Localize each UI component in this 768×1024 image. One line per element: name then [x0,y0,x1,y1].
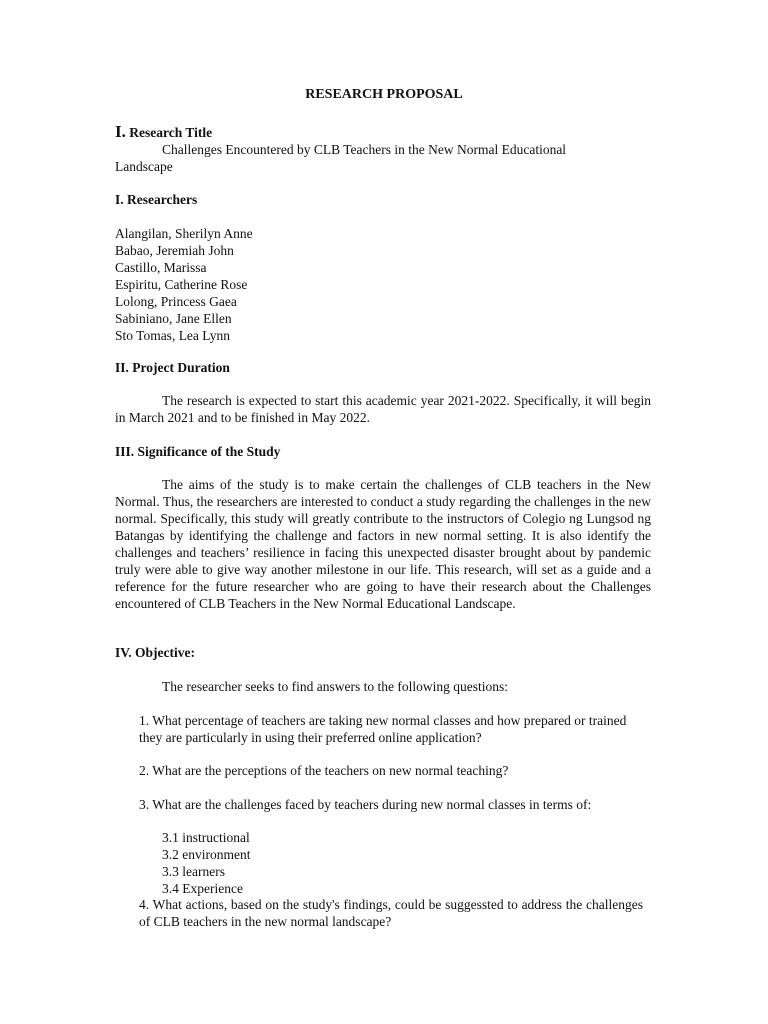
q3-subitem: 3.4 Experience [162,881,243,896]
q3-subitem: 3.1 instructional [162,830,250,845]
objective-question-2: 2. What are the perceptions of the teachers on new normal teaching? [139,763,509,778]
researcher-name: Sto Tomas, Lea Lynn [115,328,231,343]
significance-heading: III. Significance of the Study [115,444,281,459]
researchers-list [115,225,651,344]
researcher-name: Babao, Jeremiah John [115,243,234,258]
duration-paragraph: The research is expected to start this academic year 2021-2022. Specifically, it will begin in March 2021 and to be finished in May 2022. [115,393,651,425]
researcher-name: Alangilan, Sherilyn Anne [115,226,253,241]
researcher-name: Lolong, Princess Gaea [115,294,237,309]
researcher-name: Sabiniano, Jane Ellen [115,311,232,326]
researchers-heading: I. Researchers [115,192,198,207]
q3-subitem: 3.2 environment [162,847,251,862]
objective-question-4: 4. What actions, based on the study's findings, could be suggessted to address the challenges of CLB teachers in the new normal landscape? [139,897,643,929]
research-title-roman: I. [115,122,126,141]
objective-question-1: 1. What percentage of teachers are taking new normal classes and how prepared or trained they are particularly in using their preferred online application? [139,713,627,745]
research-title-line1: Challenges Encountered by CLB Teachers in the New Normal Educational [162,142,567,157]
research-title-heading [115,123,651,141]
significance-paragraph: The aims of the study is to make certain the challenges of CLB teachers in the New Normal. Thus, the researchers are interested to conduct a study regarding the challenges in the new normal. Specifically, this study will greatly contribute to the instructors of Colegio ng Lungsod ng Batangas by identifying the challenge and factors in new normal setting. It is also identify the challenges and teachers’ resilience in facing this unexpected disaster brought about by pandemic truly were able to give way another milestone in our life. This research, will set as a guide and a reference for the future researcher who are going to have their research about the Challenges encountered of CLB Teachers in the New Normal Educational Landscape. [115,477,651,611]
researcher-name: Castillo, Marissa [115,260,207,275]
objective-heading: IV. Objective: [115,645,195,660]
document-title: RESEARCH PROPOSAL [305,87,463,102]
objective-q3-subitems [139,829,643,897]
objective-intro: The researcher seeks to find answers to the following questions: [162,679,509,694]
research-title-label: Research Title [129,125,213,140]
research-title-line2: Landscape [115,159,173,174]
objective-question-3: 3. What are the challenges faced by teachers during new normal classes in terms of: [139,797,592,812]
duration-heading: II. Project Duration [115,360,230,375]
research-title-text [115,141,651,175]
researcher-name: Espiritu, Catherine Rose [115,277,248,292]
q3-subitem: 3.3 learners [162,864,225,879]
